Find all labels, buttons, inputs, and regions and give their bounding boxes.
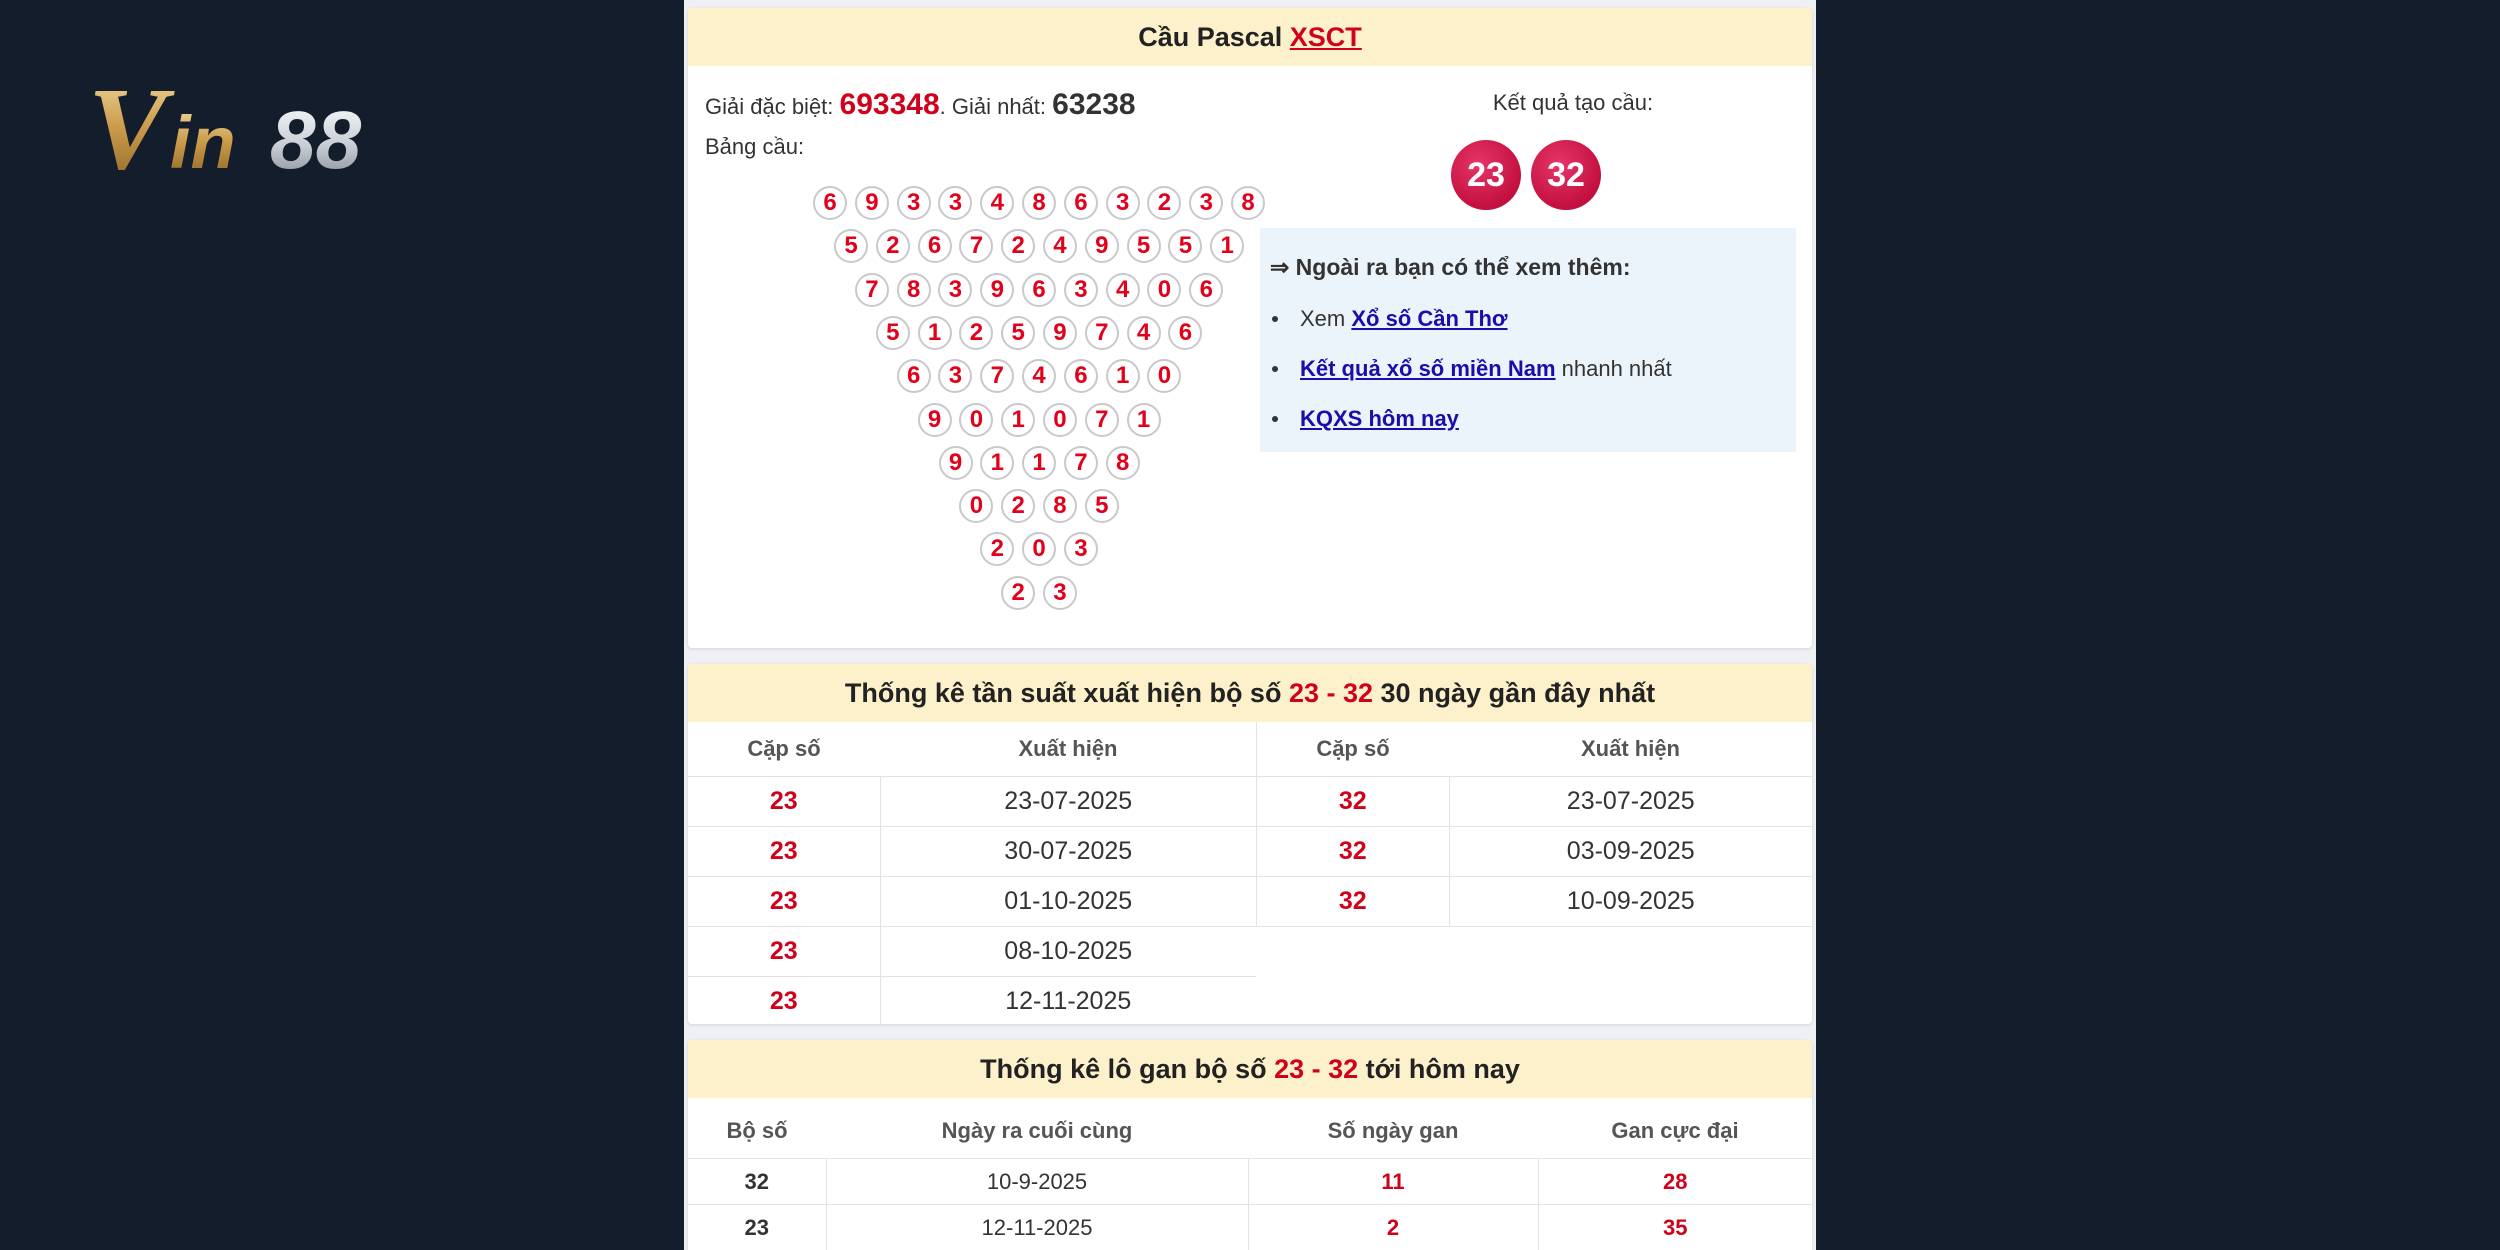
frequency-table-left <box>688 722 1256 1024</box>
pascal-digit-ball: 6 <box>1064 186 1098 220</box>
pascal-digit-ball: 5 <box>834 229 868 263</box>
svg-text:V: V <box>88 68 167 180</box>
pascal-digit-ball: 7 <box>1064 446 1098 480</box>
gan-days: 2 <box>1248 1205 1538 1250</box>
list-item <box>1260 394 1672 444</box>
pascal-row <box>855 273 1231 311</box>
pascal-digit-ball: 4 <box>1106 273 1140 307</box>
pascal-digit-ball: 5 <box>876 316 910 350</box>
see-more-list <box>1260 294 1672 444</box>
table-row <box>688 977 1256 1025</box>
prize-line <box>705 88 1136 122</box>
col-gan-max-header: Gan cực đại <box>1538 1104 1812 1159</box>
pascal-row <box>980 532 1105 570</box>
pascal-digit-ball: 6 <box>1022 273 1056 307</box>
first-prize-label: . Giải nhất: <box>939 94 1053 119</box>
pascal-digit-ball: 1 <box>980 446 1014 480</box>
table-row <box>688 827 1256 877</box>
table-row <box>1257 827 1813 877</box>
gan-last-date: 10-9-2025 <box>826 1159 1248 1205</box>
special-prize-label: Giải đặc biệt: <box>705 94 840 119</box>
pascal-digit-ball: 2 <box>876 229 910 263</box>
pascal-row <box>834 229 1252 267</box>
result-ball: 23 <box>1451 140 1521 210</box>
pascal-digit-ball: 5 <box>1168 229 1202 263</box>
pascal-row <box>876 316 1210 354</box>
pascal-card <box>688 8 1812 648</box>
pascal-digit-ball: 7 <box>855 273 889 307</box>
appear-date: 23-07-2025 <box>880 777 1256 827</box>
pascal-digit-ball: 3 <box>897 186 931 220</box>
appear-date: 03-09-2025 <box>1449 827 1812 877</box>
pascal-digit-ball: 8 <box>1231 186 1265 220</box>
pascal-digit-ball: 2 <box>1001 229 1035 263</box>
logo-graphic <box>84 68 444 180</box>
list-item <box>1260 294 1672 344</box>
pascal-digit-ball: 0 <box>1147 273 1181 307</box>
gan-max: 35 <box>1538 1205 1812 1250</box>
appear-date: 23-07-2025 <box>1449 777 1812 827</box>
table-row <box>688 1205 1812 1250</box>
pascal-row <box>939 446 1148 484</box>
pascal-row <box>918 403 1169 441</box>
main-content <box>684 0 1816 1250</box>
gan-title-prefix: Thống kê lô gan bộ số <box>980 1054 1275 1084</box>
frequency-title-suffix: 30 ngày gần đây nhất <box>1373 678 1656 708</box>
pair-number: 32 <box>1257 777 1450 827</box>
pascal-table-label: Bảng cầu: <box>705 134 805 159</box>
frequency-header <box>688 664 1812 722</box>
see-more-box <box>1260 228 1796 452</box>
pair-number: 23 <box>688 877 880 927</box>
pascal-digit-ball: 1 <box>918 316 952 350</box>
pascal-digit-ball: 3 <box>1064 273 1098 307</box>
pascal-digit-ball: 3 <box>1043 576 1077 610</box>
gan-table <box>688 1104 1812 1250</box>
col-gan-days-header: Số ngày gan <box>1248 1104 1538 1159</box>
col-pair-header: Cặp số <box>1257 722 1450 777</box>
gan-number: 23 <box>688 1205 826 1250</box>
pascal-digit-ball: 0 <box>959 403 993 437</box>
pascal-row <box>813 186 1273 224</box>
pair-number: 23 <box>688 777 880 827</box>
pascal-digit-ball: 4 <box>1022 359 1056 393</box>
pascal-digit-ball: 3 <box>1106 186 1140 220</box>
gan-header <box>688 1040 1812 1098</box>
pascal-digit-ball: 2 <box>1001 489 1035 523</box>
frequency-card <box>688 664 1812 1024</box>
pair-number: 23 <box>688 827 880 877</box>
pascal-digit-ball: 6 <box>897 359 931 393</box>
pair-number: 23 <box>688 927 880 977</box>
appear-date: 12-11-2025 <box>880 977 1256 1025</box>
pascal-digit-ball: 0 <box>1043 403 1077 437</box>
table-row <box>688 927 1256 977</box>
result-label: Kết quả tạo cầu: <box>1492 90 1654 115</box>
pascal-digit-ball: 8 <box>1043 489 1077 523</box>
pascal-digit-ball: 2 <box>980 532 1014 566</box>
col-bo-so-header: Bộ số <box>688 1104 826 1159</box>
gan-days: 11 <box>1248 1159 1538 1205</box>
pascal-digit-ball: 8 <box>1106 446 1140 480</box>
pascal-digit-ball: 1 <box>1001 403 1035 437</box>
kqxs-hom-nay-link[interactable]: KQXS hôm nay <box>1300 406 1459 431</box>
see-more-title: ⇒ Ngoài ra bạn có thể xem thêm: <box>1270 254 1631 280</box>
frequency-title-prefix: Thống kê tần suất xuất hiện bộ số <box>844 678 1289 708</box>
pair-number: 23 <box>688 977 880 1025</box>
pair-number: 32 <box>1257 877 1450 927</box>
pascal-digit-ball: 5 <box>1085 489 1119 523</box>
svg-text:in: in <box>170 101 236 180</box>
xo-so-can-tho-link[interactable]: Xổ số Cần Thơ <box>1351 306 1508 331</box>
pascal-digit-ball: 4 <box>1043 229 1077 263</box>
gan-number: 32 <box>688 1159 826 1205</box>
pascal-digit-ball: 8 <box>897 273 931 307</box>
kqxs-mien-nam-link[interactable]: Kết quả xổ số miền Nam <box>1300 356 1556 381</box>
pascal-digit-ball: 8 <box>1022 186 1056 220</box>
pascal-digit-ball: 5 <box>1001 316 1035 350</box>
gan-title-suffix: tới hôm nay <box>1358 1054 1520 1084</box>
frequency-title-pair: 23 - 32 <box>1288 678 1374 708</box>
pascal-header <box>688 8 1812 66</box>
pascal-digit-ball: 6 <box>1064 359 1098 393</box>
list-item <box>1260 344 1672 394</box>
pascal-digit-ball: 7 <box>1085 316 1119 350</box>
pascal-digit-ball: 0 <box>959 489 993 523</box>
gan-card <box>688 1040 1812 1250</box>
appear-date: 01-10-2025 <box>880 877 1256 927</box>
pascal-digit-ball: 2 <box>1001 576 1035 610</box>
pascal-row <box>897 359 1190 397</box>
pascal-digit-ball: 3 <box>1189 186 1223 220</box>
pascal-digit-ball: 7 <box>980 359 1014 393</box>
pascal-digit-ball: 1 <box>1127 403 1161 437</box>
xsct-link[interactable]: XSCT <box>1289 22 1362 52</box>
pascal-digit-ball: 9 <box>1085 229 1119 263</box>
result-ball: 32 <box>1531 140 1601 210</box>
list-item-suffix: nhanh nhất <box>1555 356 1672 381</box>
pascal-digit-ball: 3 <box>1064 532 1098 566</box>
pascal-row <box>1001 576 1085 614</box>
pascal-digit-ball: 6 <box>918 229 952 263</box>
pascal-digit-ball: 0 <box>1147 359 1181 393</box>
pascal-digit-ball: 1 <box>1022 446 1056 480</box>
pascal-digit-ball: 2 <box>1147 186 1181 220</box>
pascal-digit-ball: 9 <box>855 186 889 220</box>
pascal-row <box>959 489 1126 527</box>
pascal-digit-ball: 6 <box>813 186 847 220</box>
col-appear-header: Xuất hiện <box>880 722 1256 777</box>
pascal-digit-ball: 1 <box>1210 229 1244 263</box>
appear-date: 30-07-2025 <box>880 827 1256 877</box>
pascal-digit-ball: 2 <box>959 316 993 350</box>
svg-text:88: 88 <box>270 95 362 180</box>
result-balls <box>1451 140 1611 210</box>
table-row <box>688 777 1256 827</box>
list-item-prefix: Xem <box>1300 306 1352 331</box>
pascal-digit-ball: 7 <box>959 229 993 263</box>
col-appear-header: Xuất hiện <box>1449 722 1812 777</box>
table-row <box>1257 877 1813 927</box>
gan-max: 28 <box>1538 1159 1812 1205</box>
pascal-digit-ball: 1 <box>1106 359 1140 393</box>
pascal-digit-ball: 7 <box>1085 403 1119 437</box>
pascal-digit-ball: 9 <box>939 446 973 480</box>
frequency-table-right <box>1256 722 1812 927</box>
pascal-digit-ball: 9 <box>980 273 1014 307</box>
special-prize-value: 693348 <box>839 88 940 121</box>
col-pair-header: Cặp số <box>688 722 880 777</box>
pascal-title: Cầu Pascal <box>1138 22 1290 52</box>
appear-date: 10-09-2025 <box>1449 877 1812 927</box>
first-prize-value: 63238 <box>1052 88 1136 121</box>
pascal-digit-ball: 0 <box>1022 532 1056 566</box>
gan-title-pair: 23 - 32 <box>1274 1054 1359 1084</box>
appear-date: 08-10-2025 <box>880 927 1256 977</box>
pascal-digit-ball: 6 <box>1168 316 1202 350</box>
table-row <box>688 1159 1812 1205</box>
pascal-digit-ball: 6 <box>1189 273 1223 307</box>
pascal-digit-ball: 3 <box>938 273 972 307</box>
pascal-digit-ball: 5 <box>1127 229 1161 263</box>
pascal-digit-ball: 3 <box>938 359 972 393</box>
pascal-digit-ball: 4 <box>1127 316 1161 350</box>
table-row <box>688 877 1256 927</box>
col-last-date-header: Ngày ra cuối cùng <box>826 1104 1248 1159</box>
pair-number: 32 <box>1257 827 1450 877</box>
vin88-logo[interactable] <box>84 68 444 180</box>
pascal-digit-ball: 9 <box>918 403 952 437</box>
table-row <box>1257 777 1813 827</box>
pascal-digit-ball: 3 <box>938 186 972 220</box>
gan-last-date: 12-11-2025 <box>826 1205 1248 1250</box>
pascal-digit-ball: 9 <box>1043 316 1077 350</box>
pascal-digit-ball: 4 <box>980 186 1014 220</box>
